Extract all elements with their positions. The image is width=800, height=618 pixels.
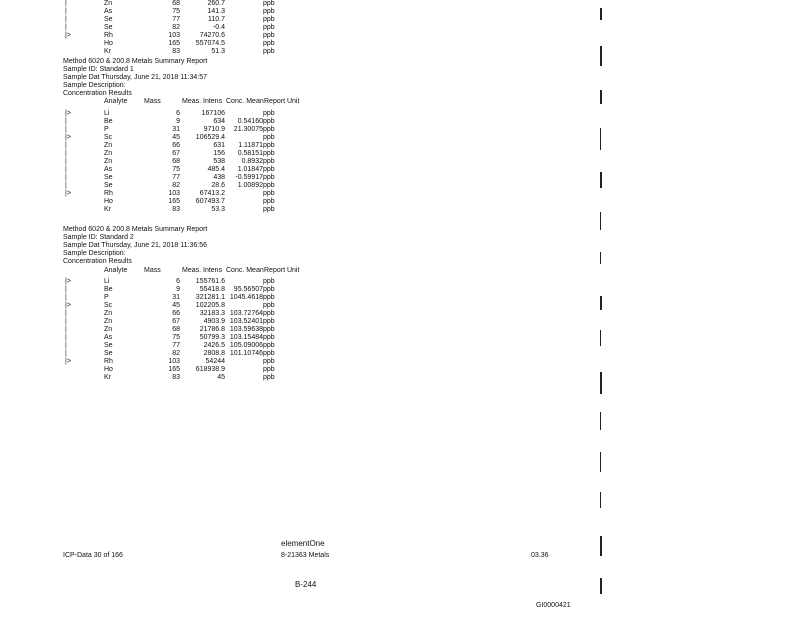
table-row xyxy=(0,174,320,182)
table-row xyxy=(0,126,320,134)
analyte-cell: Zn xyxy=(104,150,113,157)
intensity-cell: 167106 xyxy=(201,110,225,117)
section3-sample-date: Sample Dat Thursday, June 21, 2018 11:36:56 xyxy=(63,242,207,249)
flag-marker: |> xyxy=(65,358,71,365)
unit-cell: ppb xyxy=(263,294,275,301)
unit-cell: ppb xyxy=(263,318,275,325)
table-row xyxy=(0,48,320,56)
unit-cell: ppb xyxy=(263,278,275,285)
table-row xyxy=(0,142,320,150)
unit-cell: ppb xyxy=(263,134,275,141)
table-row xyxy=(0,118,320,126)
unit-cell: ppb xyxy=(263,374,275,381)
intensity-cell: 32183.3 xyxy=(199,310,225,317)
scan-mark xyxy=(600,90,602,104)
flag-marker: | xyxy=(65,24,67,31)
table-row xyxy=(0,24,320,32)
header-mass: Mass xyxy=(144,267,161,274)
unit-cell: ppb xyxy=(263,40,275,47)
analyte-cell: Ho xyxy=(104,198,113,205)
flag-marker: | xyxy=(65,174,67,181)
analyte-cell: Be xyxy=(104,286,113,293)
analyte-cell: Kr xyxy=(104,206,111,213)
mass-cell: 6 xyxy=(176,110,180,117)
unit-cell: ppb xyxy=(263,0,275,7)
scan-mark xyxy=(600,212,601,230)
table-row xyxy=(0,110,320,118)
analyte-cell: As xyxy=(104,334,113,341)
flag-marker: |> xyxy=(65,110,71,117)
analyte-cell: Se xyxy=(104,174,113,181)
intensity-cell: 106529.4 xyxy=(195,134,225,141)
header-conc-mean: Conc. Mean xyxy=(226,98,264,105)
header-intensity: Meas. Intens xyxy=(182,98,223,105)
flag-marker: | xyxy=(65,326,67,333)
scan-mark xyxy=(600,578,602,594)
table-row xyxy=(0,294,320,302)
mass-cell: 67 xyxy=(172,150,180,157)
mass-cell: 77 xyxy=(172,16,180,23)
intensity-cell: 51.3 xyxy=(211,48,225,55)
conc-mean-cell: 103.59638 xyxy=(229,326,263,333)
mass-cell: 6 xyxy=(176,278,180,285)
mass-cell: 82 xyxy=(172,350,180,357)
table-row xyxy=(0,150,320,158)
table-row xyxy=(0,302,320,310)
table-row xyxy=(0,374,320,382)
unit-cell: ppb xyxy=(263,182,275,189)
scan-mark xyxy=(600,172,602,188)
scan-mark xyxy=(600,8,602,20)
header-report-unit: Report Unit xyxy=(264,267,300,274)
section2-method: Method 6020 & 200.8 Metals Summary Report xyxy=(63,58,208,65)
scan-mark xyxy=(600,412,601,430)
table-row xyxy=(0,206,320,214)
scan-mark xyxy=(600,46,602,66)
mass-cell: 75 xyxy=(172,166,180,173)
conc-mean-cell: 1.00892 xyxy=(237,182,263,189)
conc-mean-cell: 0.8932 xyxy=(241,158,263,165)
conc-mean-cell: 103.72764 xyxy=(229,310,263,317)
analyte-cell: Se xyxy=(104,342,113,349)
table-row xyxy=(0,190,320,198)
analyte-cell: Se xyxy=(104,16,113,23)
intensity-cell: 260.7 xyxy=(207,0,225,7)
mass-cell: 83 xyxy=(172,48,180,55)
footer-data-page: ICP-Data 30 of 166 xyxy=(63,552,123,559)
analyte-cell: Sc xyxy=(104,302,113,309)
mass-cell: 165 xyxy=(168,366,180,373)
intensity-cell: 631 xyxy=(213,142,225,149)
flag-marker: | xyxy=(65,118,67,125)
analyte-cell: Rh xyxy=(104,32,113,39)
unit-cell: ppb xyxy=(263,358,275,365)
analyte-cell: Li xyxy=(104,278,110,285)
analyte-cell: Zn xyxy=(104,142,113,149)
mass-cell: 9 xyxy=(176,118,180,125)
intensity-cell: 4903.9 xyxy=(203,318,225,325)
header-mass: Mass xyxy=(144,98,161,105)
analyte-cell: Rh xyxy=(104,358,113,365)
analyte-cell: As xyxy=(104,8,113,15)
unit-cell: ppb xyxy=(263,16,275,23)
table-row xyxy=(0,8,320,16)
section2-concentration-title: Concentration Results xyxy=(63,90,132,97)
intensity-cell: 156 xyxy=(213,150,225,157)
header-report-unit: Report Unit xyxy=(264,98,300,105)
unit-cell: ppb xyxy=(263,8,275,15)
flag-marker: |> xyxy=(65,302,71,309)
analyte-cell: P xyxy=(104,294,109,301)
unit-cell: ppb xyxy=(263,142,275,149)
scan-mark xyxy=(600,536,602,556)
analyte-cell: Zn xyxy=(104,158,113,165)
section3-concentration-title: Concentration Results xyxy=(63,258,132,265)
intensity-cell: 50799.3 xyxy=(199,334,225,341)
scan-mark xyxy=(600,372,602,394)
table-row xyxy=(0,182,320,190)
mass-cell: 83 xyxy=(172,374,180,381)
table-row xyxy=(0,326,320,334)
intensity-cell: 321281.1 xyxy=(195,294,225,301)
mass-cell: 165 xyxy=(168,198,180,205)
table-row xyxy=(0,158,320,166)
analyte-cell: Se xyxy=(104,24,113,31)
table-row xyxy=(0,278,320,286)
intensity-cell: 28.6 xyxy=(211,182,225,189)
mass-cell: 83 xyxy=(172,206,180,213)
table-row xyxy=(0,134,320,142)
flag-marker: |> xyxy=(65,190,71,197)
intensity-cell: 55418.8 xyxy=(199,286,225,293)
analyte-cell: Se xyxy=(104,350,113,357)
intensity-cell: 74270.6 xyxy=(199,32,225,39)
analyte-cell: Be xyxy=(104,118,113,125)
conc-mean-cell: 21.30075 xyxy=(233,126,263,133)
flag-marker: | xyxy=(65,350,67,357)
intensity-cell: 557074.5 xyxy=(195,40,225,47)
analyte-cell: Rh xyxy=(104,190,113,197)
footer-code: 03.36 xyxy=(531,552,549,559)
flag-marker: | xyxy=(65,126,67,133)
table-row xyxy=(0,318,320,326)
conc-mean-cell: 105.09006 xyxy=(229,342,263,349)
conc-mean-cell: 0.54160 xyxy=(237,118,263,125)
intensity-cell: 21786.8 xyxy=(199,326,225,333)
mass-cell: 9 xyxy=(176,286,180,293)
flag-marker: | xyxy=(65,158,67,165)
header-intensity: Meas. Intens xyxy=(182,267,223,274)
intensity-cell: 2808.8 xyxy=(203,350,225,357)
intensity-cell: 618938.9 xyxy=(195,366,225,373)
header-analyte: Analyte xyxy=(104,98,128,105)
intensity-cell: 485.4 xyxy=(207,166,225,173)
unit-cell: ppb xyxy=(263,158,275,165)
intensity-cell: 110.7 xyxy=(208,16,225,23)
table-row xyxy=(0,32,320,40)
section2-sample-description: Sample Description: xyxy=(63,82,126,89)
analyte-cell: Ho xyxy=(104,40,113,47)
conc-mean-cell: -0.59917 xyxy=(235,174,263,181)
flag-marker: | xyxy=(65,286,67,293)
mass-cell: 68 xyxy=(172,158,180,165)
unit-cell: ppb xyxy=(263,48,275,55)
flag-marker: | xyxy=(65,0,67,7)
scan-mark xyxy=(600,296,602,310)
table-row xyxy=(0,334,320,342)
mass-cell: 66 xyxy=(172,310,180,317)
mass-cell: 68 xyxy=(172,0,180,7)
unit-cell: ppb xyxy=(263,302,275,309)
intensity-cell: 438 xyxy=(213,174,225,181)
intensity-cell: 141.3 xyxy=(207,8,225,15)
flag-marker: | xyxy=(65,166,67,173)
footer-brand: elementOne xyxy=(281,539,325,548)
table-row xyxy=(0,166,320,174)
section2-sample-id: Sample ID: Standard 1 xyxy=(63,66,134,73)
section2-sample-date: Sample Dat Thursday, June 21, 2018 11:34:57 xyxy=(63,74,207,81)
mass-cell: 103 xyxy=(168,32,180,39)
mass-cell: 165 xyxy=(168,40,180,47)
intensity-cell: 2426.5 xyxy=(203,342,225,349)
table-row xyxy=(0,366,320,374)
section3-sample-description: Sample Description: xyxy=(63,250,126,257)
mass-cell: 68 xyxy=(172,326,180,333)
unit-cell: ppb xyxy=(263,350,275,357)
conc-mean-cell: 101.10746 xyxy=(229,350,263,357)
flag-marker: | xyxy=(65,8,67,15)
conc-mean-cell: 103.52401 xyxy=(229,318,263,325)
conc-mean-cell: 1045.4618 xyxy=(229,294,263,301)
unit-cell: ppb xyxy=(263,118,275,125)
mass-cell: 82 xyxy=(172,182,180,189)
unit-cell: ppb xyxy=(263,32,275,39)
intensity-cell: 155761.6 xyxy=(195,278,225,285)
unit-cell: ppb xyxy=(263,334,275,341)
scan-mark xyxy=(600,252,601,264)
mass-cell: 31 xyxy=(172,294,180,301)
flag-marker: | xyxy=(65,294,67,301)
flag-marker: |> xyxy=(65,32,71,39)
flag-marker: |> xyxy=(65,134,71,141)
mass-cell: 77 xyxy=(172,174,180,181)
mass-cell: 31 xyxy=(172,126,180,133)
intensity-cell: 45 xyxy=(217,374,225,381)
scan-mark xyxy=(600,492,601,508)
analyte-cell: Ho xyxy=(104,366,113,373)
intensity-cell: 607493.7 xyxy=(195,198,225,205)
mass-cell: 77 xyxy=(172,342,180,349)
table-row xyxy=(0,16,320,24)
analyte-cell: Zn xyxy=(104,0,113,7)
mass-cell: 75 xyxy=(172,8,180,15)
intensity-cell: -0.4 xyxy=(212,24,225,31)
unit-cell: ppb xyxy=(263,326,275,333)
table-row xyxy=(0,0,320,8)
unit-cell: ppb xyxy=(263,126,275,133)
table-row xyxy=(0,286,320,294)
unit-cell: ppb xyxy=(263,174,275,181)
unit-cell: ppb xyxy=(263,24,275,31)
intensity-cell: 634 xyxy=(213,118,225,125)
mass-cell: 66 xyxy=(172,142,180,149)
intensity-cell: 102205.8 xyxy=(195,302,225,309)
flag-marker: | xyxy=(65,150,67,157)
intensity-cell: 67413.2 xyxy=(199,190,225,197)
mass-cell: 103 xyxy=(168,358,180,365)
analyte-cell: Zn xyxy=(104,318,113,325)
conc-mean-cell: 95.56507 xyxy=(233,286,263,293)
analyte-cell: Kr xyxy=(104,374,111,381)
header-analyte: Analyte xyxy=(104,267,128,274)
intensity-cell: 54244 xyxy=(205,358,225,365)
unit-cell: ppb xyxy=(263,110,275,117)
table-row xyxy=(0,358,320,366)
analyte-cell: Zn xyxy=(104,310,113,317)
mass-cell: 45 xyxy=(172,134,180,141)
unit-cell: ppb xyxy=(263,166,275,173)
analyte-cell: Zn xyxy=(104,326,113,333)
analyte-cell: Sc xyxy=(104,134,113,141)
mass-cell: 75 xyxy=(172,334,180,341)
conc-mean-cell: 0.58151 xyxy=(237,150,263,157)
table-row xyxy=(0,310,320,318)
analyte-cell: Se xyxy=(104,182,113,189)
conc-mean-cell: 103.15484 xyxy=(229,334,263,341)
footer-report-id: 8-21363 Metals xyxy=(281,552,330,559)
unit-cell: ppb xyxy=(263,206,275,213)
unit-cell: ppb xyxy=(263,366,275,373)
flag-marker: | xyxy=(65,16,67,23)
scan-mark xyxy=(600,452,601,472)
table-row xyxy=(0,198,320,206)
section3-sample-id: Sample ID: Standard 2 xyxy=(63,234,134,241)
unit-cell: ppb xyxy=(263,190,275,197)
analyte-cell: Li xyxy=(104,110,110,117)
unit-cell: ppb xyxy=(263,342,275,349)
mass-cell: 45 xyxy=(172,302,180,309)
flag-marker: |> xyxy=(65,278,71,285)
table-row xyxy=(0,350,320,358)
mass-cell: 103 xyxy=(168,190,180,197)
footer-page-number: B-244 xyxy=(295,580,317,589)
analyte-cell: As xyxy=(104,166,113,173)
intensity-cell: 53.3 xyxy=(211,206,225,213)
intensity-cell: 538 xyxy=(213,158,225,165)
analyte-cell: Kr xyxy=(104,48,111,55)
table-row xyxy=(0,40,320,48)
footer-bates-number: GI0000421 xyxy=(536,602,571,609)
intensity-cell: 9710.9 xyxy=(203,126,225,133)
header-conc-mean: Conc. Mean xyxy=(226,267,264,274)
conc-mean-cell: 1.11871 xyxy=(238,142,263,149)
flag-marker: | xyxy=(65,318,67,325)
conc-mean-cell: 1.01847 xyxy=(237,166,263,173)
unit-cell: ppb xyxy=(263,310,275,317)
flag-marker: | xyxy=(65,334,67,341)
flag-marker: | xyxy=(65,310,67,317)
scan-mark xyxy=(600,330,601,346)
unit-cell: ppb xyxy=(263,198,275,205)
mass-cell: 82 xyxy=(172,24,180,31)
flag-marker: | xyxy=(65,182,67,189)
table-row xyxy=(0,342,320,350)
flag-marker: | xyxy=(65,142,67,149)
scan-mark xyxy=(600,128,601,150)
unit-cell: ppb xyxy=(263,150,275,157)
mass-cell: 67 xyxy=(172,318,180,325)
flag-marker: | xyxy=(65,342,67,349)
analyte-cell: P xyxy=(104,126,109,133)
section3-method: Method 6020 & 200.8 Metals Summary Report xyxy=(63,226,208,233)
unit-cell: ppb xyxy=(263,286,275,293)
